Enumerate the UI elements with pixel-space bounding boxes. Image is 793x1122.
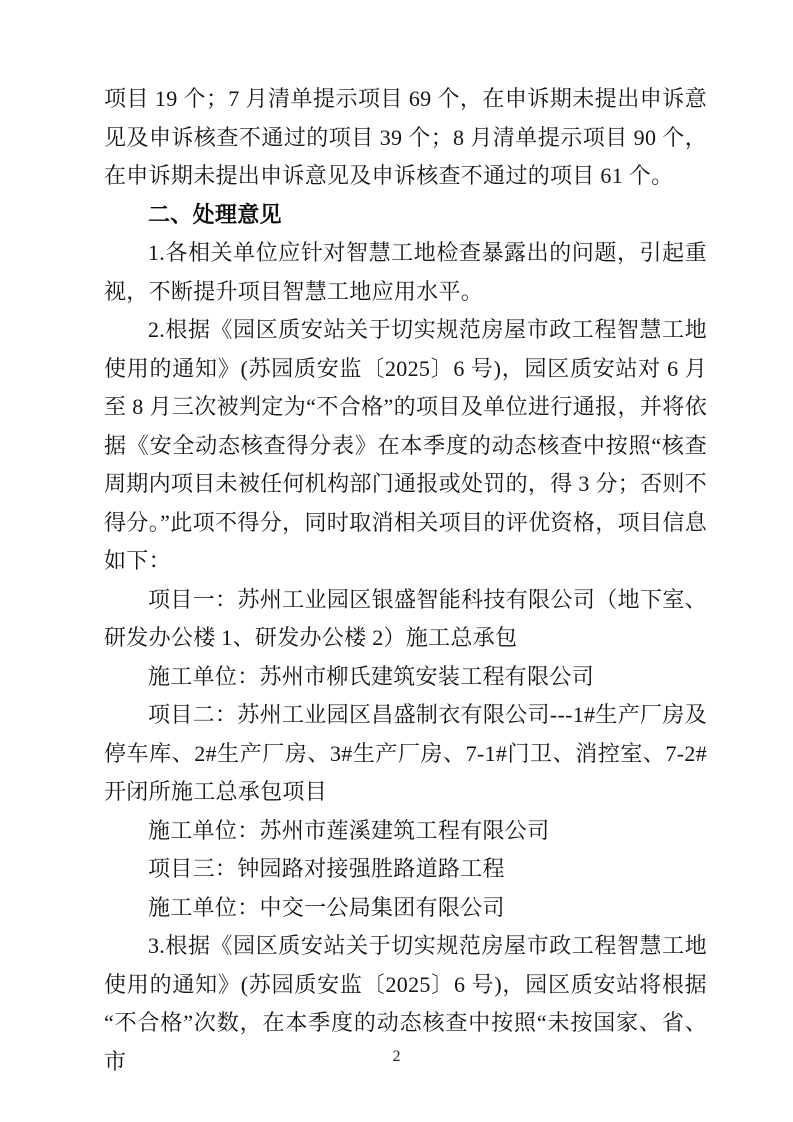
paragraph-contractor-3: 施工单位：中交一公局集团有限公司 <box>148 894 505 920</box>
paragraph-contractor-1: 施工单位：苏州市柳氏建筑安装工程有限公司 <box>148 663 595 689</box>
document-body <box>104 80 707 1081</box>
paragraph-continued-from-previous-page: 项目 19 个；7 月清单提示项目 69 个，在申诉期未提出申诉意见及申诉核查不通过的项目 39 个；8 月清单提示项目 90 个，在申诉期未提出申诉意见及申诉核查不通过的项目 61 个。 <box>104 86 707 188</box>
paragraph-project-2: 项目二：苏州工业园区昌盛制衣有限公司---1#生产厂房及停车库、2#生产厂房、3#生产厂房、7-1#门卫、消控室、7-2#开闭所施工总承包项目 <box>104 702 707 804</box>
paragraph-opinion-1: 1.各相关单位应针对智慧工地检查暴露出的问题，引起重视，不断提升项目智慧工地应用水平。 <box>104 240 707 304</box>
paragraph-opinion-3: 3.根据《园区质安站关于切实规范房屋市政工程智慧工地使用的通知》(苏园质安监〔2025〕6 号)，园区质安站将根据“不合格”次数，在本季度的动态核查中按照“未按国家、省、市 <box>104 933 707 1074</box>
paragraph-contractor-2: 施工单位：苏州市莲溪建筑工程有限公司 <box>148 817 550 843</box>
section-heading-handling-opinions: 二、处理意见 <box>148 201 282 227</box>
paragraph-project-3: 项目三：钟园路对接强胜路道路工程 <box>148 856 505 881</box>
paragraph-opinion-2: 2.根据《园区质安站关于切实规范房屋市政工程智慧工地使用的通知》(苏园质安监〔2025〕6 号)，园区质安站对 6 月至 8 月三次被判定为“不合格”的项目及单位进行通报，并将依据《安全动态核查得分表》在本季度的动态核查中按照“核查周期内项目未被任何机构部门通报或处罚的，得 3 分；否则不得分。”此项不得分，同时取消相关项目的评优资格，项目信息如下： <box>104 317 707 573</box>
page-number: 2 <box>392 1048 401 1065</box>
paragraph-project-1: 项目一：苏州工业园区银盛智能科技有限公司（地下室、研发办公楼 1、研发办公楼 2）施工总承包 <box>104 586 707 650</box>
